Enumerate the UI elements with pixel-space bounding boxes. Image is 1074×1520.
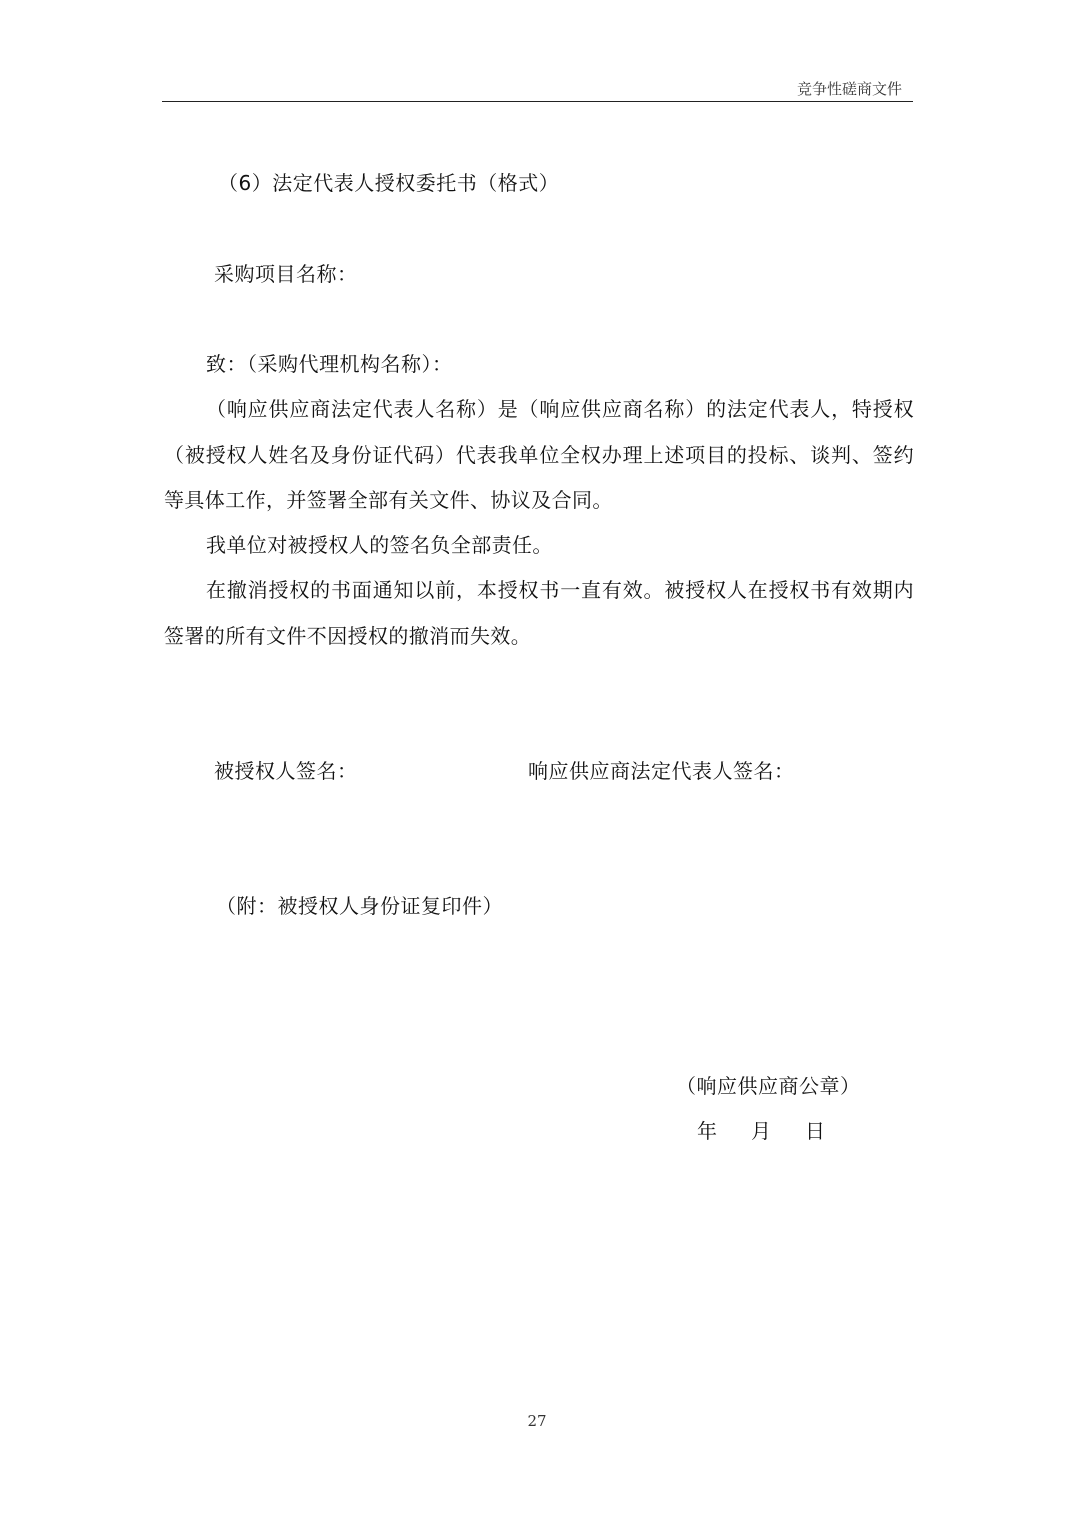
project-name-label: 采购项目名称： <box>214 262 358 286</box>
section-title: （6）法定代表人授权委托书（格式） <box>218 171 560 195</box>
header-doc-type: 竞争性磋商文件 <box>796 80 902 98</box>
validity-paragraph: 在撤消授权的书面通知以前，本授权书一直有效。被授权人在授权书有效期内签署的所有文件不因授权的撤消而失效。 <box>164 578 914 648</box>
date-day-label: 日 <box>805 1119 825 1143</box>
header-divider <box>162 101 913 102</box>
page-number: 27 <box>527 1412 547 1430</box>
company-seal-label: （响应供应商公章） <box>676 1074 861 1098</box>
authorized-person-signature-label: 被授权人签名： <box>214 759 358 783</box>
date-year-label: 年 <box>697 1119 717 1143</box>
date-line <box>697 1118 825 1145</box>
attachment-note: （附：被授权人身份证复印件） <box>216 894 503 918</box>
date-month-label: 月 <box>751 1119 771 1143</box>
responsibility-paragraph: 我单位对被授权人的签名负全部责任。 <box>206 533 553 557</box>
legal-rep-signature-label: 响应供应商法定代表人签名： <box>528 759 795 783</box>
addressee-line: 致：（采购代理机构名称）： <box>206 352 453 376</box>
authorization-paragraph: （响应供应商法定代表人名称）是（响应供应商名称）的法定代表人，特授权（被授权人姓名及身份证代码）代表我单位全权办理上述项目的投标、谈判、签约等具体工作，并签署全部有关文件、协议及合同。 <box>164 397 914 512</box>
